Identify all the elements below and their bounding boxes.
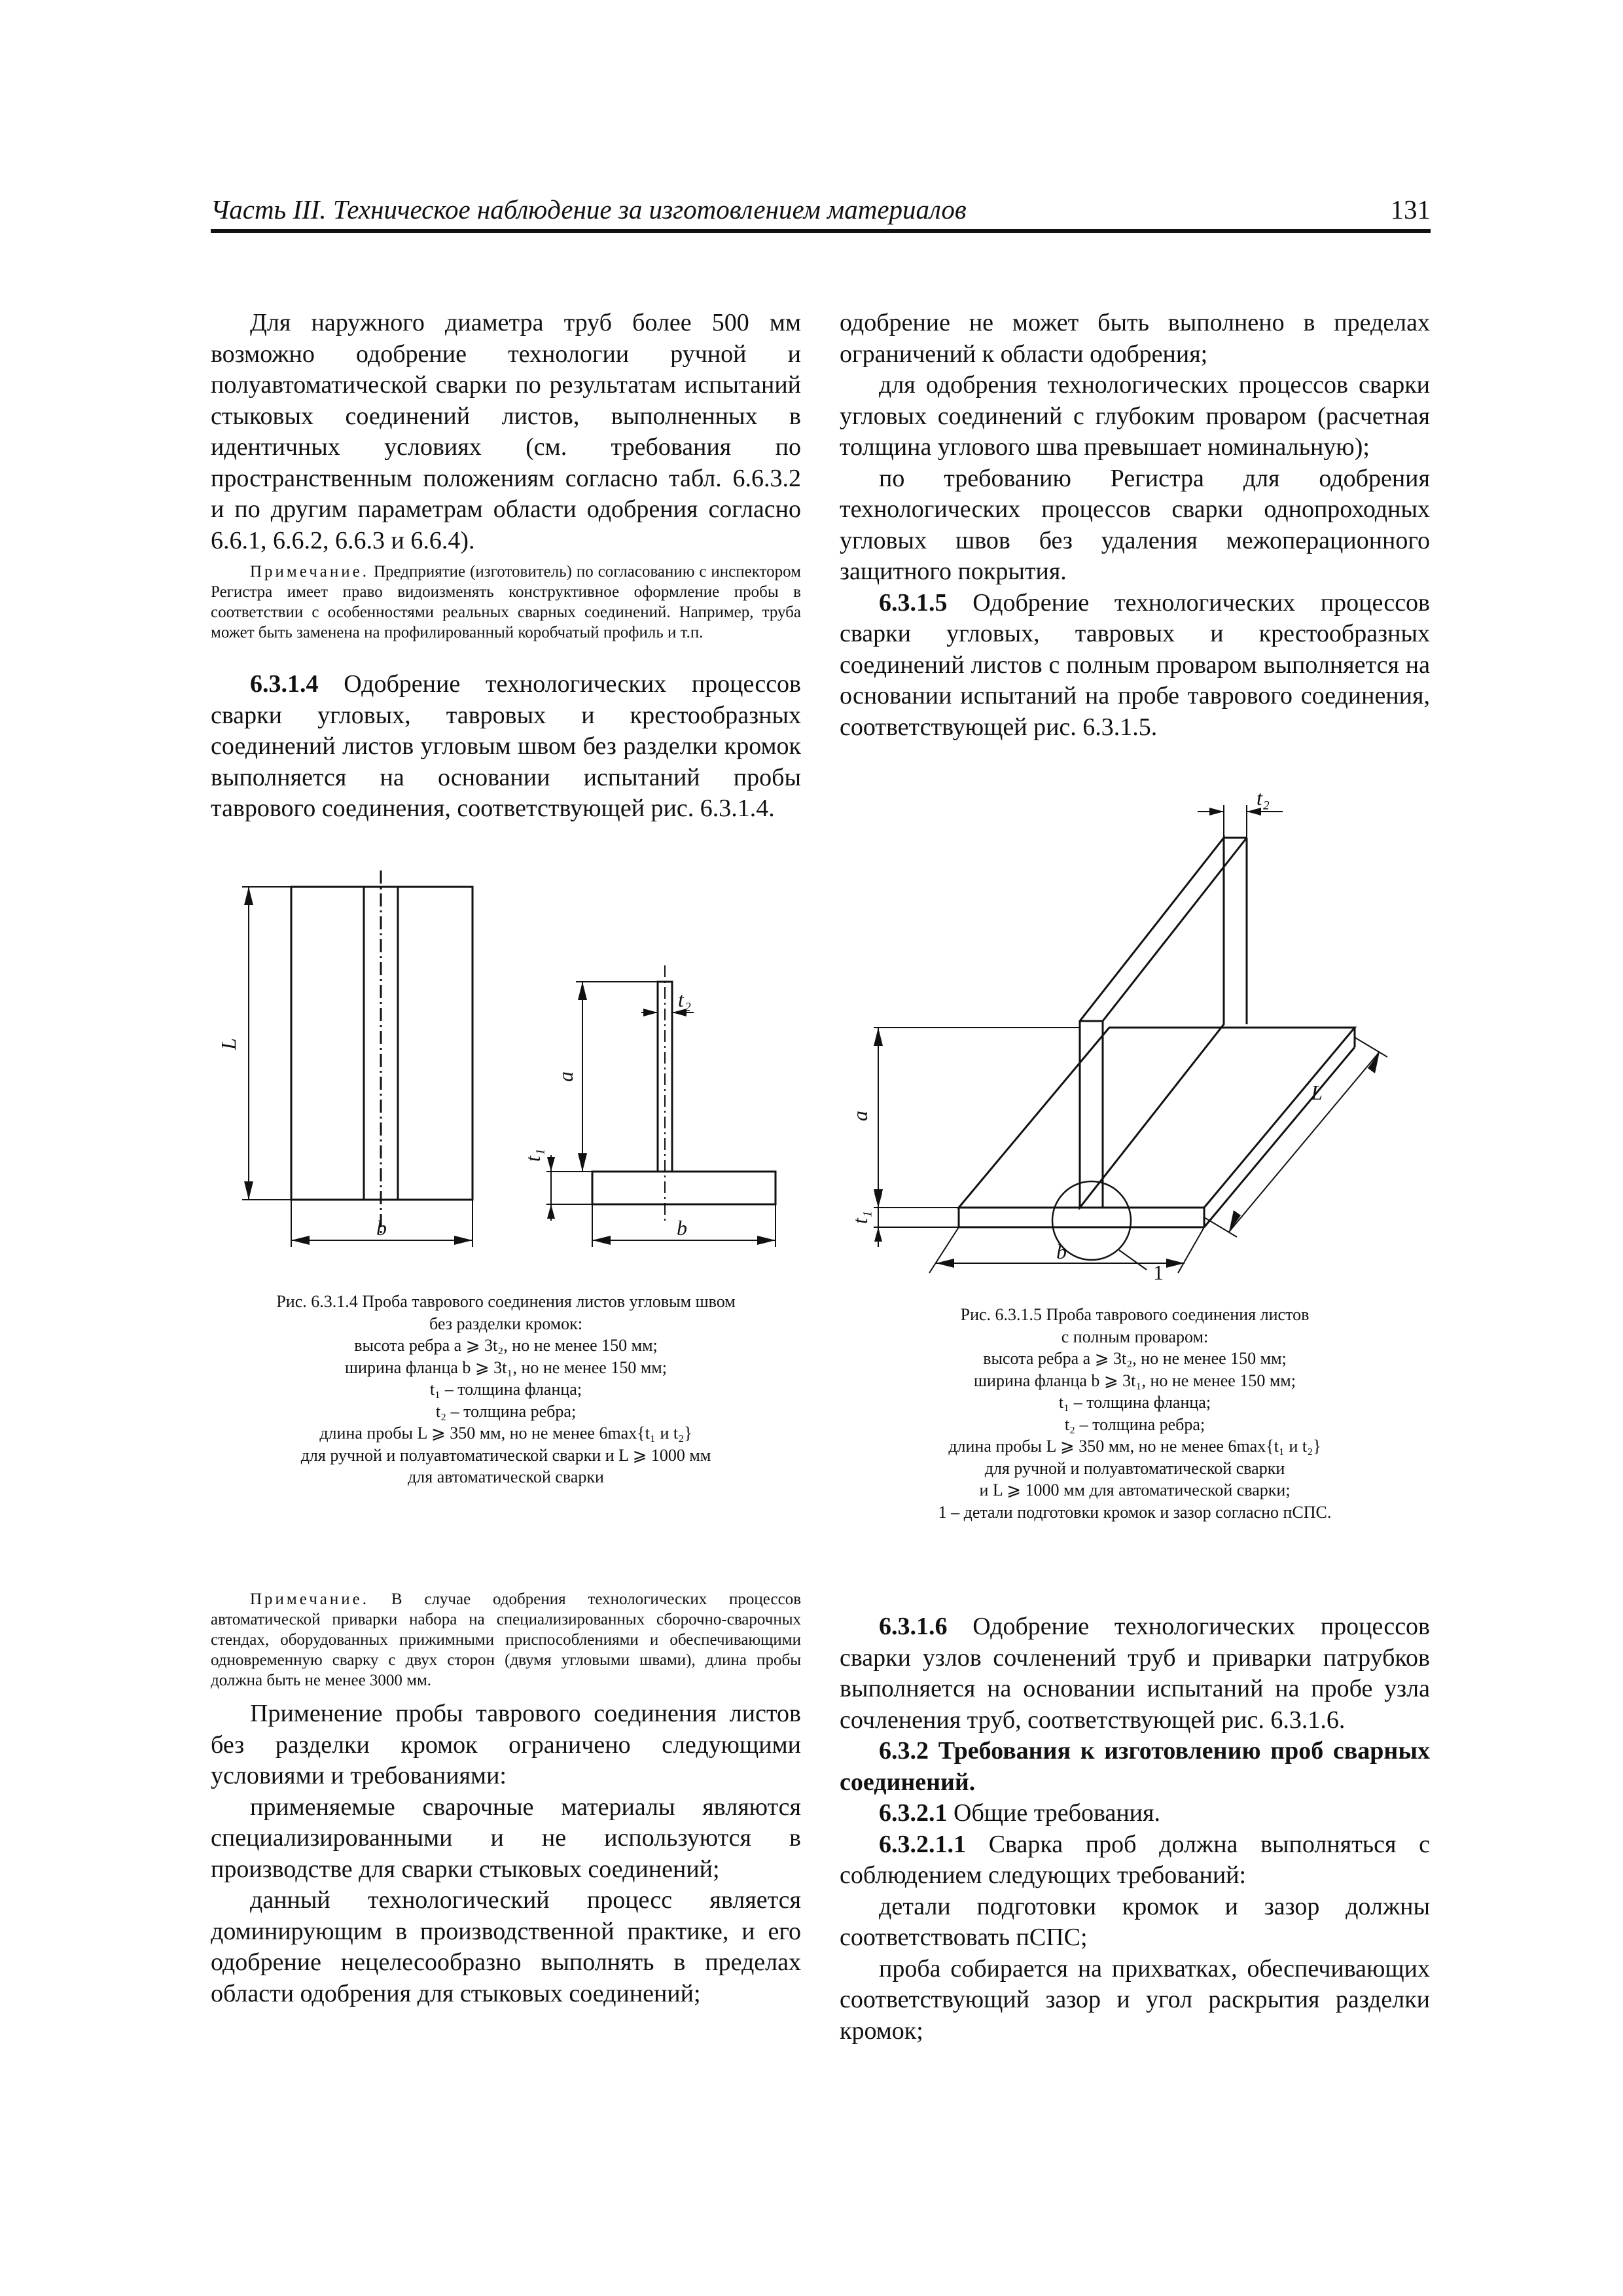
paragraph-6-3-1-5	[840, 588, 1430, 744]
label-b-section: b	[677, 1216, 687, 1240]
paragraph-6-3-1-6	[840, 1611, 1430, 1736]
caption-line: 1 – детали подготовки кромок и зазор согласно пСПС.	[938, 1502, 1332, 1522]
heading-text: Требования к изготовлению проб сварных соединений.	[840, 1737, 1430, 1796]
label-L: L	[217, 1038, 240, 1050]
caption-line: длина пробы L ⩾ 350 мм, но не менее 6max{t₁ и t₂}	[948, 1437, 1321, 1456]
paragraph: применяемые сварочные материалы являются специализированными и не используются в производстве для сварки стыковых соединений;	[211, 1793, 801, 1883]
note	[211, 562, 801, 643]
paragraph-text: Одобрение технологических процессов сварки угловых, тавровых и крестообразных соединений листов угловым швом без разделки кромок выполняется на основании испытаний пробы таврового соединения, соответствующей рис. 6.3.1.4.	[211, 670, 802, 822]
running-header-title: Часть III. Техническое наблюдение за изготовлением материалов	[211, 194, 967, 224]
figure-6-3-1-5	[848, 786, 1427, 1286]
caption-line: высота ребра a ⩾ 3t₂, но не менее 150 мм;	[983, 1349, 1287, 1368]
section-heading-6-3-2	[840, 1736, 1430, 1798]
dimension-L	[1229, 1052, 1380, 1232]
note	[211, 1589, 801, 1691]
caption-line: t₁ – толщина фланца;	[429, 1380, 582, 1399]
note-label: Примечание.	[250, 1590, 370, 1608]
paragraph: данный технологический процесс является доминирующим в производственной практике, и его одобрение нецелесообразно выполнять в пределах области одобрения для стыковых соединений;	[211, 1886, 801, 2007]
paragraph: проба собирается на прихватках, обеспечивающих соответствующий зазор и угол раскрытия разделки кромок;	[840, 1954, 1430, 2045]
caption-line: ширина фланца b ⩾ 3t₁, но не менее 150 мм;	[974, 1371, 1296, 1390]
clause-number: 6.3.1.6	[879, 1613, 948, 1640]
label-L: L	[1311, 1081, 1323, 1104]
paragraph: по требованию Регистра для одобрения технологических процессов сварки однопроходных угловых швов без удаления межоперационного защитного покрытия.	[840, 464, 1430, 585]
paragraph: детали подготовки кромок и зазор должны соответствовать пСПС;	[840, 1892, 1430, 1951]
caption-line: для ручной и полуавтоматической сварки и L ⩾ 1000 мм	[300, 1445, 711, 1465]
clause-number: 6.3.1.5	[879, 588, 948, 617]
right-column-bottom	[840, 1611, 1430, 2047]
paragraph-text: Одобрение технологических процессов сварки угловых, тавровых и крестообразных соединений листов с полным проваром выполняется на основании испытаний на пробе таврового соединения, соответствующей рис. 6.3.1.5.	[840, 588, 1431, 741]
caption-line: ширина фланца b ⩾ 3t₁, но не менее 150 мм;	[345, 1357, 667, 1377]
paragraph-text: Сварка проб должна выполняться с соблюдением следующих требований:	[840, 1830, 1430, 1889]
label-t1: t₁	[848, 1210, 872, 1225]
running-header	[211, 194, 1431, 230]
caption-line: длина пробы L ⩾ 350 мм, но не менее 6max{t₁ и t₂}	[319, 1424, 692, 1443]
paragraph-text: Одобрение технологических процессов сварки узлов сочленений труб и приварки патрубков выполняется на основании испытаний на пробе узла сочленения труб, соответствующей рис. 6.3.1.6.	[840, 1613, 1431, 1734]
left-column-bottom	[211, 1589, 801, 2009]
caption-line: высота ребра a ⩾ 3t₂, но не менее 150 мм;	[354, 1336, 658, 1355]
caption-line: t₂ – толщина ребра;	[435, 1401, 577, 1421]
caption-line: Рис. 6.3.1.4 Проба таврового соединения листов угловым швом	[276, 1292, 736, 1311]
figure-caption-6-3-1-5	[840, 1304, 1430, 1523]
caption-line: и L ⩾ 1000 мм для автоматической сварки;	[979, 1480, 1291, 1499]
caption-line: без разделки кромок:	[429, 1314, 583, 1333]
caption-line: Рис. 6.3.1.5 Проба таврового соединения листов	[960, 1305, 1310, 1324]
note-label: Примечание.	[250, 563, 370, 581]
label-t1: t₁	[521, 1148, 544, 1162]
clause-number: 6.3.2.1	[879, 1799, 948, 1827]
label-a: a	[554, 1071, 577, 1082]
figure-caption-6-3-1-4	[211, 1291, 801, 1488]
caption-line: для автоматической сварки	[408, 1467, 604, 1486]
label-a: a	[848, 1111, 872, 1121]
note-text: Предприятие (изготовитель) по согласованию с инспектором Регистра имеет право видоизменять конструктивное оформление пробы в соответствии с особенностями реальных сварных соединений. Например, труба может быть заменена на профилированный коробчатый профиль и т.п.	[211, 563, 801, 641]
right-column-top	[840, 308, 1430, 743]
label-b: b	[1056, 1240, 1067, 1263]
header-rule	[211, 229, 1431, 233]
clause-number: 6.3.1.4	[250, 670, 319, 698]
caption-line: с полным проваром:	[1061, 1327, 1209, 1346]
heading-number: 6.3.2	[879, 1737, 929, 1765]
paragraph-6-3-2-1-1	[840, 1829, 1430, 1892]
note-text: В случае одобрения технологических процессов автоматической приварки набора на специализированных сборочно-сварочных стендах, оборудованных прижимными приспособлениями и обеспечивающими одновременную сварку с двух сторон (двумя угловыми швами), длина пробы должна быть не менее 3000 мм.	[211, 1590, 802, 1689]
label-t2: t₂	[1256, 786, 1270, 810]
clause-number: 6.3.2.1.1	[879, 1830, 966, 1858]
label-detail-1: 1	[1153, 1261, 1164, 1284]
figure-6-3-1-4	[209, 867, 798, 1273]
page-number: 131	[1390, 194, 1431, 224]
paragraph: для одобрения технологических процессов сварки угловых соединений с глубоким проваром (расчетная толщина углового шва превышает номинальную);	[840, 371, 1430, 461]
paragraph-text: Общие требования.	[954, 1799, 1160, 1827]
label-t2: t₂	[677, 988, 692, 1011]
paragraph-6-3-2-1	[840, 1798, 1430, 1829]
caption-line: для ручной и полуавтоматической сварки	[984, 1458, 1285, 1478]
label-b: b	[376, 1216, 387, 1240]
paragraph: одобрение не может быть выполнено в пределах ограничений к области одобрения;	[840, 309, 1430, 368]
flange-section	[592, 1172, 776, 1204]
paragraph-6-3-1-4	[211, 669, 801, 825]
paragraph: Для наружного диаметра труб более 500 мм возможно одобрение технологии ручной и полуавтоматической сварки по результатам испытаний стыковых соединений листов, выполненных в идентичных условиях (см. требования по пространственным положениям согласно табл. 6.6.3.2 и по другим параметрам области одобрения согласно 6.6.1, 6.6.2, 6.6.3 и 6.6.4).	[211, 309, 801, 554]
caption-line: t₁ – толщина фланца;	[1058, 1393, 1211, 1412]
paragraph: Применение пробы таврового соединения листов без разделки кромок ограничено следующими условиями и требованиями:	[211, 1700, 801, 1789]
left-column-top	[211, 308, 801, 825]
caption-line: t₂ – толщина ребра;	[1064, 1414, 1205, 1434]
